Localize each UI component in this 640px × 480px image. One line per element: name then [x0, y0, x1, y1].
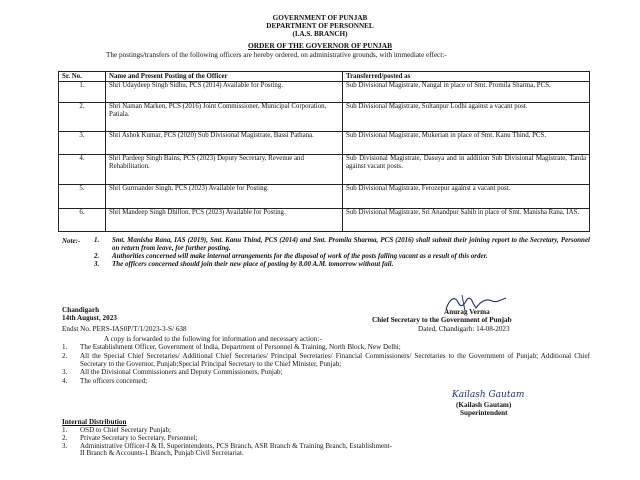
- note-item: [94, 237, 590, 252]
- note-item: [94, 261, 590, 269]
- department-heading: DEPARTMENT OF PERSONNEL: [266, 22, 374, 30]
- list-item: [62, 378, 590, 386]
- row-officer: Shri Naman Marken, PCS (2016) Joint Commissioner, Municipal Corporation, Patiala.: [106, 102, 343, 131]
- list-number: 1.: [62, 343, 68, 351]
- row-officer: Shri Mandeep Singh Dhillon, PCS (2023) Available for Posting.: [106, 208, 343, 231]
- branch-heading: (I.A.S. BRANCH): [292, 30, 348, 38]
- row-officer: Shri Pardeep Singh Bains, PCS (2023) Deputy Secretary, Revenue and Rehabilitation.: [106, 154, 343, 184]
- note-text: Authorities concerned will make internal arrangements for the disposal of work of the posts falling vacant as a result of this order.: [112, 251, 488, 260]
- notes-list: [94, 237, 590, 270]
- row-posted: Sub Divisional Magistrate, Mukerian in place of Smt. Kanu Thind, PCS.: [343, 131, 590, 154]
- header-posted-as: Transferred/posted as: [343, 72, 590, 82]
- header-officer: Name and Present Posting of the Officer: [106, 72, 343, 82]
- internal-distribution-title: Internal Distribution: [62, 418, 127, 426]
- list-item: [62, 369, 590, 377]
- govt-heading: GOVERNMENT OF PUNJAB: [272, 14, 368, 22]
- list-text: OSD to Chief Secretary Punjab;: [80, 426, 172, 434]
- table-row: [59, 208, 590, 231]
- list-number: 3.: [62, 441, 68, 450]
- row-officer: Shri Udaydeep Singh Sidhu, PCS (2014) Available for Posting.: [106, 81, 343, 102]
- forwarded-list: [62, 344, 590, 386]
- row-sr: 5.: [59, 184, 106, 208]
- note-number: 1.: [94, 236, 100, 244]
- list-text: Private Secretary to Secretary, Personnel;: [80, 433, 198, 442]
- list-text: The Establishment Officer, Government of India, Department of Personnel & Training, North Block, New Delhi;: [80, 343, 401, 351]
- signature-kailash-gautam: Kailash Gautam: [452, 390, 525, 400]
- note-number: 3.: [94, 260, 100, 269]
- row-posted: Sub Divisional Magistrate, Dasuya and in addition Sub Divisional Magistrate, Tanda against vacant posts.: [343, 154, 590, 184]
- note-text: Smt. Manisha Rana, IAS (2019), Smt. Kanu Thind, PCS (2014) and Smt. Promila Sharma, PCS (2016) shall submit their joining report to the Secretary, Personnel on return from leave, for further posting.: [112, 236, 590, 252]
- endorsement-number: Endst No. PERS-IAS0P/T/1/2023-3-S/ 638: [62, 325, 187, 333]
- note-number: 2.: [94, 251, 100, 260]
- list-number: 1.: [62, 426, 68, 434]
- row-sr: 4.: [59, 154, 106, 184]
- order-date: 14th August, 2023: [62, 314, 117, 322]
- list-number: 4.: [62, 377, 68, 386]
- signatory2-name: (Kailash Gautam): [456, 401, 512, 409]
- row-posted: Sub Divisional Magistrate, Nangal in place of Smt. Promila Sharma, PCS.: [343, 81, 590, 102]
- row-officer: Shri Ashok Kumar, PCS (2020) Sub Divisional Magistrate, Bassi Pathana.: [106, 131, 343, 154]
- table-row: [59, 154, 590, 184]
- signatory2-designation: Superintendent: [460, 409, 508, 417]
- table-row: [59, 184, 590, 208]
- order-title: ORDER OF THE GOVERNOR OF PUNJAB: [247, 41, 393, 50]
- list-number: 3.: [62, 368, 68, 377]
- signatory1-name: Anurag Verma: [444, 308, 490, 316]
- header-sr-no: Sr. No.: [59, 72, 106, 82]
- list-text: All the Special Chief Secretaries/ Additional Chief Secretaries/ Principal Secretaries/ Financial Commissioners/ Secretaries to the Government of Punjab; Additional Chief Secretary to the Governor, Punjab;Special Principal Secretary to the Chief Minister, Punjab;: [80, 351, 590, 368]
- table-header-row: [59, 72, 590, 82]
- place: Chandigarh: [62, 306, 100, 314]
- intro-paragraph: The postings/transfers of the following officers are hereby ordered, on administrative grounds, with immediate effect:-: [106, 51, 447, 59]
- table-row: [59, 131, 590, 154]
- internal-distribution-list: [62, 427, 392, 458]
- list-item: [62, 443, 392, 459]
- note-text: The officers concerned should join their new place of posting by 8.00 A.M. tomorrow without fail.: [112, 260, 394, 269]
- row-sr: 3.: [59, 131, 106, 154]
- row-posted: Sub Divisional Magistrate, Sri Anandpur Sahib in place of Smt. Manisha Rana, IAS.: [343, 208, 590, 231]
- row-posted: Sub Divisional Magistrate, Sultanpur Lodhi against a vacant post.: [343, 102, 590, 131]
- row-sr: 1.: [59, 81, 106, 102]
- row-sr: 2.: [59, 102, 106, 131]
- list-item: [62, 344, 590, 352]
- list-text: Administrative Officer-I & II, Superintendents, PCS Branch, ASR Branch & Training Branch, Establishment-II Branch & Accounts-1 Branch, Punjab Civil Secretariat.: [80, 441, 392, 458]
- table-row: [59, 102, 590, 131]
- endorsement-date: Dated, Chandigarh: 14-08-2023: [418, 325, 510, 333]
- note-label: Note:-: [62, 237, 81, 245]
- row-officer: Shri Gurmander Singh, PCS (2023) Available for Posting.: [106, 184, 343, 208]
- forwarded-line: A copy is forwarded to the following for information and necessary action:-: [104, 335, 322, 343]
- list-item: [62, 353, 590, 369]
- row-sr: 6.: [59, 208, 106, 231]
- transfers-table: [58, 71, 590, 232]
- table-row: [59, 81, 590, 102]
- signatory1-designation: Chief Secretary to the Government of Punjab: [372, 316, 512, 324]
- list-text: The officers concerned;: [80, 377, 148, 386]
- list-number: 2.: [62, 351, 68, 360]
- list-number: 2.: [62, 433, 68, 442]
- row-posted: Sub Divisional Magistrate, Ferozepur against a vacant post.: [343, 184, 590, 208]
- list-text: All the Divisional Commissioners and Deputy Commissioners, Punjab;: [80, 368, 283, 377]
